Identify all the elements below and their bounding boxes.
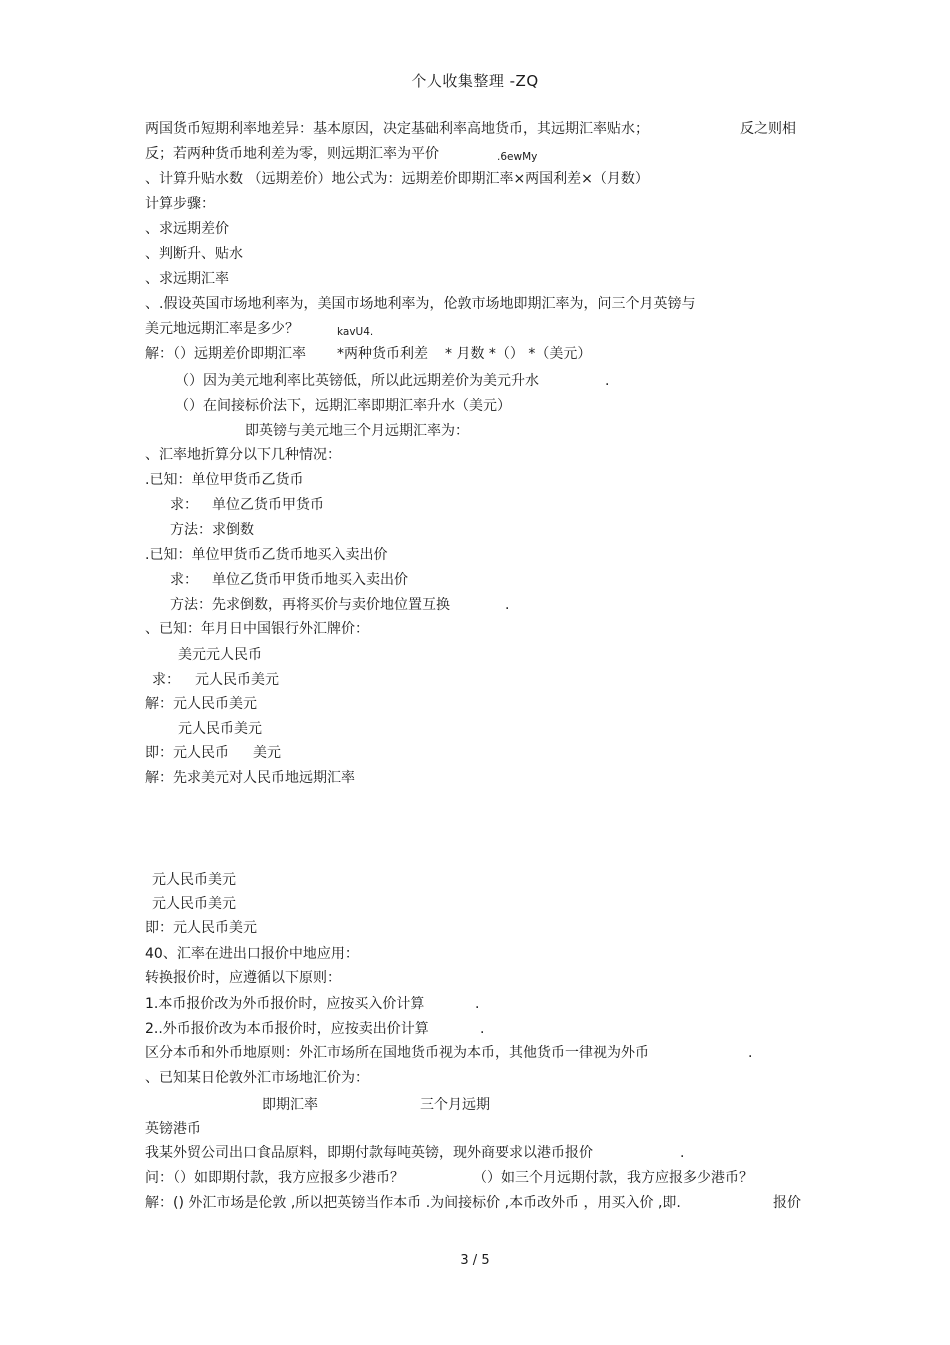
- text-line: 解：先求美元对人民币地远期汇率: [145, 770, 355, 786]
- text-fragment: .6ewMy: [497, 151, 538, 163]
- text-line: 即英镑与美元地三个月远期汇率为：: [245, 423, 469, 439]
- text-line: 区分本币和外币地原则：外汇市场所在国地货币视为本币，其他货币一律视为外币: [145, 1045, 649, 1061]
- text-line: 、求远期汇率: [145, 271, 229, 287]
- text-fragment: 报价: [773, 1195, 801, 1211]
- text-line: .已知：单位甲货币乙货币地买入卖出价: [145, 547, 388, 563]
- text-line: 美元地远期汇率是多少？: [145, 321, 299, 337]
- text-line: 、汇率地折算分以下几种情况：: [145, 447, 341, 463]
- text-line: 即：元人民币美元: [145, 920, 257, 936]
- text-fragment: 求：: [170, 572, 198, 588]
- text-fragment: .: [680, 1145, 685, 1161]
- text-line: （）如三个月远期付款，我方应报多少港币？: [473, 1170, 753, 1186]
- text-line: 、.假设英国市场地利率为，美国市场地利率为，伦敦市场地即期汇率为，问三个月英镑与: [145, 296, 696, 312]
- text-line: 、已知某日伦敦外汇市场地汇价为：: [145, 1070, 369, 1086]
- text-line: 元人民币美元: [152, 896, 236, 912]
- text-line: 、计算升贴水数 （远期差价）地公式为：远期差价即期汇率×两国利差×（月数）: [145, 171, 649, 187]
- text-line: 美元元人民币: [178, 647, 262, 663]
- table-header-cell: 即期汇率: [262, 1097, 318, 1113]
- text-line: 反之则相: [740, 121, 796, 137]
- text-line: 解：() 外汇市场是伦敦 ,所以把英镑当作本币 .为间接标价 ,本币改外币 ，用买入价 ,即.: [145, 1195, 681, 1211]
- text-line: 方法：求倒数: [170, 522, 254, 538]
- text-line: 解：（）远期差价即期汇率: [145, 346, 306, 362]
- text-line: （）在间接标价法下，远期汇率即期汇率升水（美元）: [175, 398, 511, 414]
- text-line: 方法：先求倒数，再将买价与卖价地位置互换: [170, 597, 450, 613]
- text-fragment: 美元: [253, 745, 281, 761]
- text-line: 元人民币美元: [195, 672, 279, 688]
- text-line: 单位乙货币甲货币: [212, 497, 324, 513]
- text-line: 反；若两种货币地利差为零，则远期汇率为平价: [145, 146, 439, 162]
- text-fragment: .: [748, 1045, 753, 1061]
- text-fragment: .: [475, 996, 480, 1012]
- text-fragment: .: [505, 597, 510, 613]
- text-line: 转换报价时，应遵循以下原则：: [145, 970, 341, 986]
- text-fragment: *两种货币利差: [337, 346, 428, 362]
- text-line: 两国货币短期利率地差异：基本原因，决定基础利率高地货币，其远期汇率贴水；: [145, 121, 649, 137]
- text-line: 单位乙货币甲货币地买入卖出价: [212, 572, 408, 588]
- text-line: 我某外贸公司出口食品原料，即期付款每吨英镑，现外商要求以港币报价: [145, 1145, 593, 1161]
- text-line: 问：（）如即期付款，我方应报多少港币？: [145, 1170, 404, 1186]
- text-line: 1.本币报价改为外币报价时，应按买入价计算: [145, 996, 425, 1012]
- text-fragment: * 月数 *（） *（美元）: [445, 346, 592, 362]
- section-heading: 40、汇率在进出口报价中地应用：: [145, 946, 359, 962]
- text-fragment: .: [605, 373, 610, 389]
- page-header: 个人收集整理 -ZQ: [411, 72, 539, 90]
- text-line: 2..外币报价改为本币报价时，应按卖出价计算: [145, 1021, 429, 1037]
- text-line: 、求远期差价: [145, 221, 229, 237]
- text-fragment: 求：: [170, 497, 198, 513]
- table-row-label: 英镑港币: [145, 1121, 201, 1137]
- text-line: 即：元人民币: [145, 745, 229, 761]
- text-line: 、判断升、贴水: [145, 246, 243, 262]
- text-fragment: kavU4.: [337, 326, 374, 338]
- text-line: .已知：单位甲货币乙货币: [145, 472, 304, 488]
- text-line: 解：元人民币美元: [145, 696, 257, 712]
- text-fragment: .: [480, 1021, 485, 1037]
- page-number: 3 / 5: [460, 1253, 490, 1268]
- text-line: 、已知：年月日中国银行外汇牌价：: [145, 621, 369, 637]
- text-line: 计算步骤：: [145, 196, 215, 212]
- text-line: 元人民币美元: [152, 872, 236, 888]
- text-line: 元人民币美元: [178, 721, 262, 737]
- text-fragment: 求：: [152, 672, 180, 688]
- table-header-cell: 三个月远期: [420, 1097, 490, 1113]
- text-line: （）因为美元地利率比英镑低，所以此远期差价为美元升水: [175, 373, 539, 389]
